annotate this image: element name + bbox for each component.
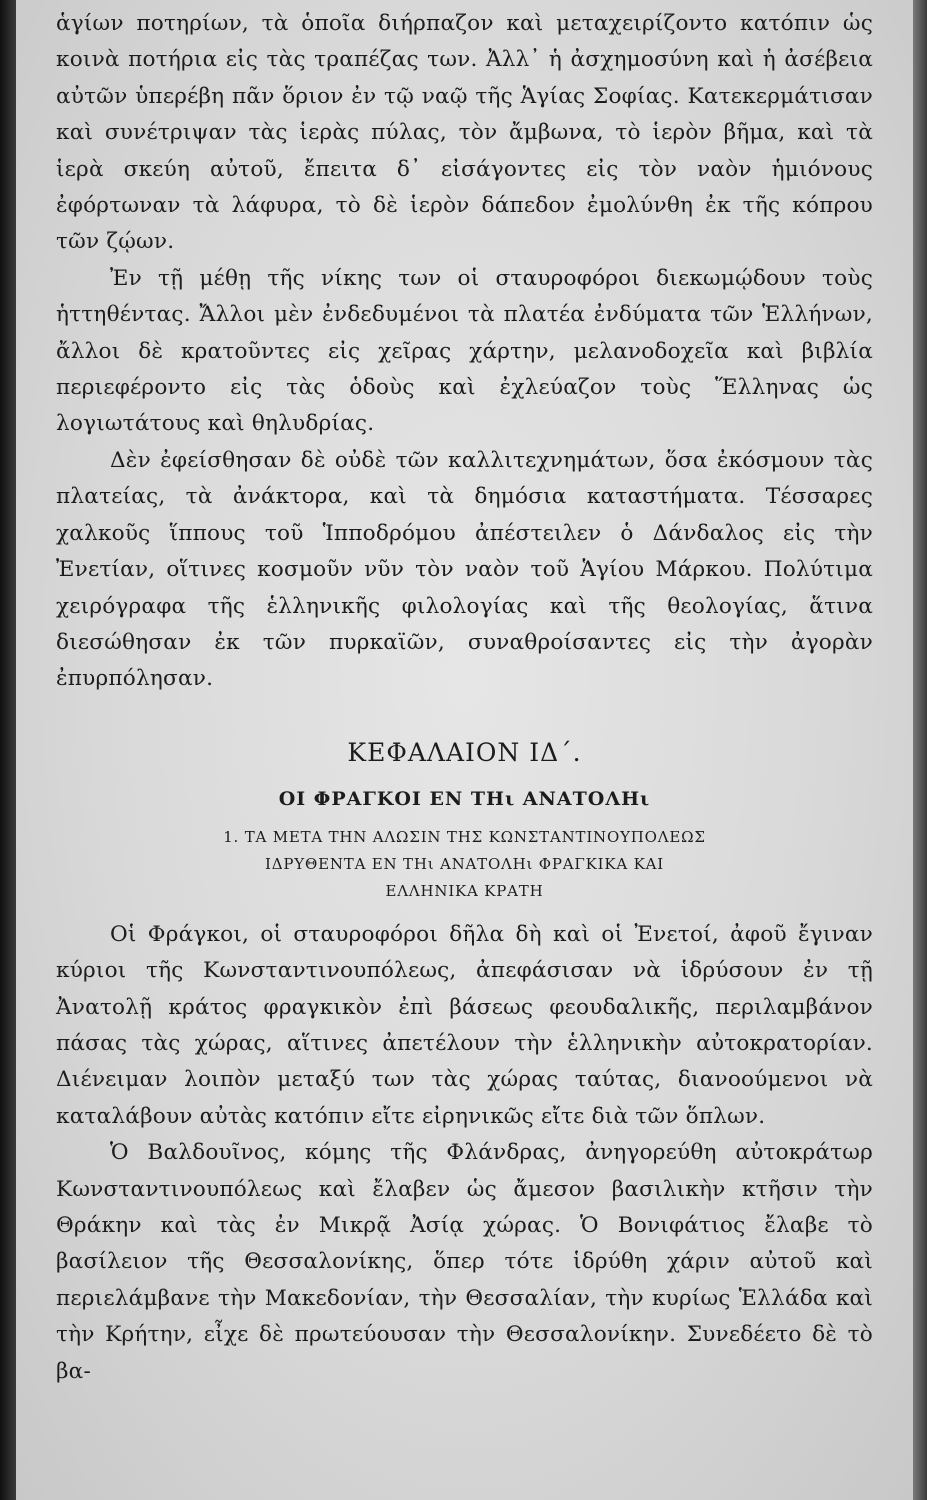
scan-right-edge bbox=[913, 0, 927, 1500]
subsection-title-line-3: ΕΛΛΗΝΙΚΑ ΚΡΑΤΗ bbox=[385, 881, 544, 900]
body-text-top bbox=[56, 6, 873, 698]
scan-left-edge bbox=[0, 0, 16, 1500]
chapter-title: ΚΕΦΑΛΑΙΟΝ ΙΔ΄. bbox=[347, 737, 582, 767]
section-title: ΟΙ ΦΡΑΓΚΟΙ ΕΝ ΤΗι ΑΝΑΤΟΛΗι bbox=[278, 787, 651, 810]
paragraph-4: Οἱ Φράγκοι, οἱ σταυροφόροι δῆλα δὴ καὶ οἱ Ἐνετοί, ἀφοῦ ἔγιναν κύριοι τῆς Κωνσταντινουπόλεως, ἀπεφάσισαν νὰ ἱδρύσουν ἐν τῇ Ἀνατολῇ κράτος φραγκικὸν ἐπὶ βάσεως φεουδαλικῆς, περιλαμβάνον πάσας τὰς χώρας, αἵτινες ἀπετέλουν τὴν ἑλληνικὴν αὐτοκρατορίαν. Διένειμαν λοιπὸν μεταξύ των τὰς χώρας ταύτας, διανοούμενοι νὰ καταλάβουν αὐτὰς κατόπιν εἴτε εἰρηνικῶς εἴτε διὰ τῶν ὅπλων. bbox=[56, 921, 873, 1129]
paragraph-2: Ἐν τῇ μέθῃ τῆς νίκης των οἱ σταυροφόροι διεκωμῴδουν τοὺς ἡττηθέντας. Ἄλλοι μὲν ἐνδεδυμένοι τὰ πλατέα ἐνδύματα τῶν Ἑλλήνων, ἄλλοι δὲ κρατοῦντες εἰς χεῖρας χάρτην, μελανοδοχεῖα καὶ βιβλία περιεφέροντο εἰς τὰς ὁδοὺς καὶ ἐχλεύαζον τοὺς Ἕλληνας ὡς λογιωτάτους καὶ θηλυδρίας. bbox=[56, 265, 873, 437]
book-page bbox=[16, 0, 913, 1500]
paragraph-3: Δὲν ἐφείσθησαν δὲ οὐδὲ τῶν καλλιτεχνημάτων, ὅσα ἐκόσμουν τὰς πλατείας, τὰ ἀνάκτορα, καὶ τὰ δημόσια καταστήματα. Τέσσαρες χαλκοῦς ἵππους τοῦ Ἱπποδρόμου ἀπέστειλεν ὁ Δάνδαλος εἰς τὴν Ἐνετίαν, οἵτινες κοσμοῦν νῦν τὸν ναὸν τοῦ Ἁγίου Μάρκου. Πολύτιμα χειρόγραφα τῆς ἑλληνικῆς φιλολογίας καὶ τῆς θεολογίας, ἅτινα διεσώθησαν ἐκ τῶν πυρκαϊῶν, συναθροίσαντες εἰς τὴν ἀγορὰν ἐπυρπόλησαν. bbox=[56, 447, 873, 692]
subsection-title-line-1: 1. ΤΑ ΜΕΤΑ ΤΗΝ ΑΛΩΣΙΝ ΤΗΣ ΚΩΝΣΤΑΝΤΙΝΟΥΠΟΛΕΩΣ bbox=[223, 827, 706, 846]
body-text-bottom bbox=[56, 917, 873, 1390]
paragraph-1: ἁγίων ποτηρίων, τὰ ὁποῖα διήρπαζον καὶ μεταχειρίζοντο κατόπιν ὡς κοινὰ ποτήρια εἰς τὰς τραπέζας των. Ἀλλ᾽ ἡ ἀσχημοσύνη καὶ ἡ ἀσέβεια αὐτῶν ὑπερέβη πᾶν ὅριον ἐν τῷ ναῷ τῆς Ἁγίας Σοφίας. Κατεκερμάτισαν καὶ συνέτριψαν τὰς ἱερὰς πύλας, τὸν ἄμβωνα, τὸ ἱερὸν βῆμα, καὶ τὰ ἱερὰ σκεύη αὐτοῦ, ἔπειτα δ᾽ εἰσάγοντες εἰς τὸν ναὸν ἡμιόνους ἐφόρτωναν τὰ λάφυρα, τὸ δὲ ἱερὸν δάπεδον ἐμολύνθη ἐκ τῆς κόπρου τῶν ζῴων. bbox=[56, 11, 873, 255]
subsection-title-line-2: ΙΔΡΥΘΕΝΤΑ ΕΝ ΤΗι ΑΝΑΤΟΛΗι ΦΡΑΓΚΙΚΑ ΚΑΙ bbox=[265, 854, 664, 873]
subsection-title bbox=[56, 824, 873, 905]
paragraph-5: Ὁ Βαλδουῖνος, κόμης τῆς Φλάνδρας, ἀνηγορεύθη αὐτοκράτωρ Κωνσταντινουπόλεως καὶ ἔλαβεν ὡς ἄμεσον βασιλικὴν κτῆσιν τὴν Θράκην καὶ τὰς ἐν Μικρᾷ Ἀσίᾳ χώρας. Ὁ Βονιφάτιος ἔλαβε τὸ βασίλειον τῆς Θεσσαλονίκης, ὅπερ τότε ἱδρύθη χάριν αὐτοῦ καὶ περιελάμβανε τὴν Μακεδονίαν, τὴν Θεσσαλίαν, τὴν κυρίως Ἑλλάδα καὶ τὴν Κρήτην, εἶχε δὲ πρωτεύουσαν τὴν Θεσσαλονίκην. Συνεδέετο δὲ τὸ βα- bbox=[56, 1140, 873, 1384]
